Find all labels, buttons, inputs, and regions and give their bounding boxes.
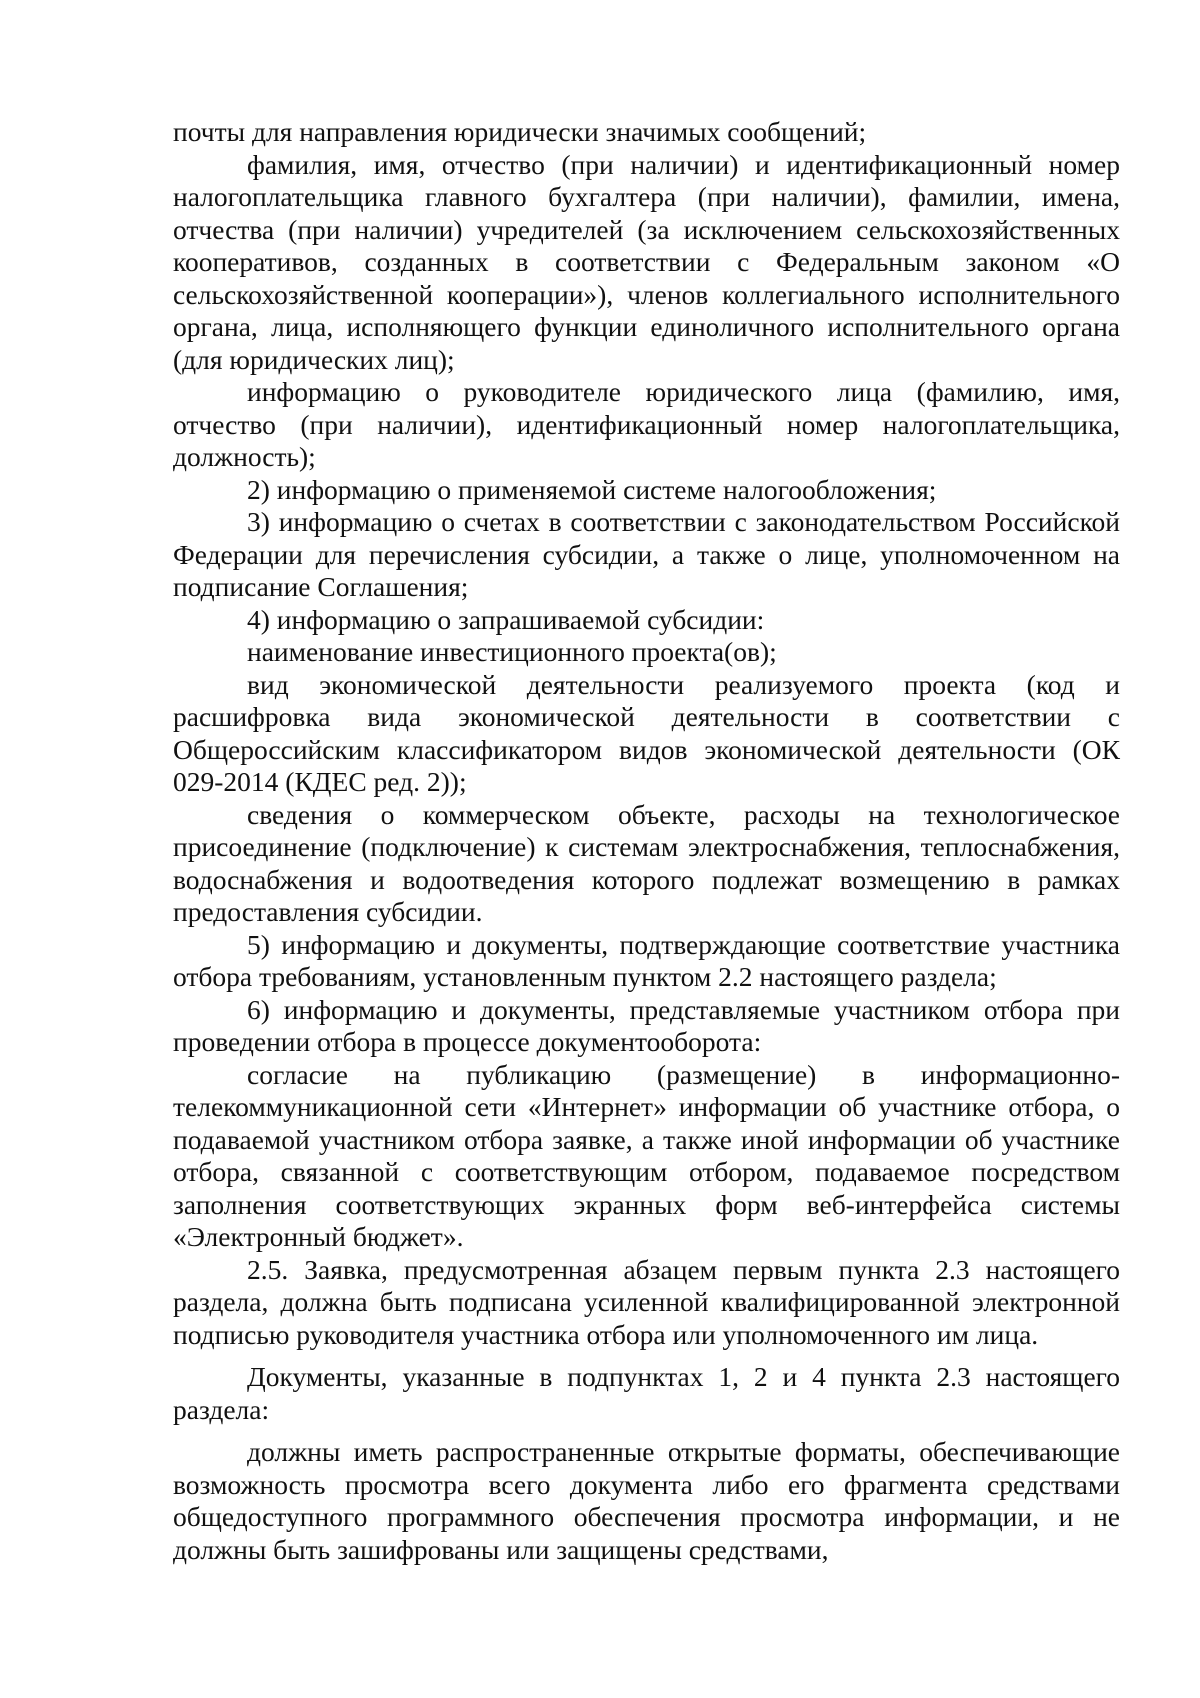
paragraph-section-2-5: 2.5. Заявка, предусмотренная абзацем первым пункта 2.3 настоящего раздела, должна быть подписана усиленной квалифицированной электронной подписью руководителя участника отбора или уполномоченного им лица. — [173, 1253, 1120, 1350]
paragraph-head-info: информацию о руководителе юридического лица (фамилию, имя, отчество (при наличии), идентификационный номер налогоплательщика, должность); — [173, 376, 1120, 472]
paragraph-publication-consent: согласие на публикацию (размещение) в информационно-телекоммуникационной сети «Интернет» информации об участнике отбора, о подаваемой участником отбора заявке, а также иной информации об участнике отбора, связанной с соответствующим отбором, подаваемое посредством заполнения соответствующих экранных форм веб-интерфейса системы «Электронный бюджет». — [173, 1058, 1120, 1252]
paragraph-item-6-documents: 6) информацию и документы, представляемые участником отбора при проведении отбора в процессе документооборота: — [173, 993, 1120, 1057]
paragraph-founders-info: фамилия, имя, отчество (при наличии) и идентификационный номер налогоплательщика главного бухгалтера (при наличии), фамилии, имена, отчества (при наличии) учредителей (за исключением сельскохозяйственных кооперативов, созданных в соответствии с Федеральным законом «О сельскохозяйственной кооперации»), членов коллегиального исполнительного органа, лица, исполняющего функции единоличного исполнительного органа (для юридических лиц); — [173, 148, 1120, 375]
paragraph-documents-list: Документы, указанные в подпунктах 1, 2 и 4 пункта 2.3 настоящего раздела: — [173, 1361, 1120, 1425]
paragraph-item-2-tax-system: 2) информацию о применяемой системе налогообложения; — [247, 473, 937, 505]
paragraph-item-4-subsidy: 4) информацию о запрашиваемой субсидии: — [247, 603, 765, 635]
paragraph-activity-type: вид экономической деятельности реализуемого проекта (код и расшифровка вида экономической деятельности в соответствии с Общероссийским классификатором видов экономической деятельности (ОК 029-2014 (КДЕС ред. 2)); — [173, 668, 1120, 797]
document-body — [173, 116, 1120, 1566]
paragraph-email-continuation: почты для направления юридически значимых сообщений; — [173, 116, 867, 147]
paragraph-project-name: наименование инвестиционного проекта(ов); — [247, 636, 777, 667]
paragraph-commercial-object: сведения о коммерческом объекте, расходы на технологическое присоединение (подключение) к системам электроснабжения, теплоснабжения, водоснабжения и водоотведения которого подлежат возмещению в рамках предоставления субсидии. — [173, 798, 1120, 927]
paragraph-item-3-accounts: 3) информацию о счетах в соответствии с законодательством Российской Федерации для перечисления субсидии, а также о лице, уполномоченном на подписание Соглашения; — [173, 506, 1120, 602]
paragraph-formats: должны иметь распространенные открытые форматы, обеспечивающие возможность просмотра всего документа либо его фрагмента средствами общедоступного программного обеспечения просмотра информации, и не должны быть зашифрованы или защищены средствами, — [173, 1436, 1120, 1565]
paragraph-item-5-compliance: 5) информацию и документы, подтверждающие соответствие участника отбора требованиям, установленным пунктом 2.2 настоящего раздела; — [173, 928, 1120, 992]
